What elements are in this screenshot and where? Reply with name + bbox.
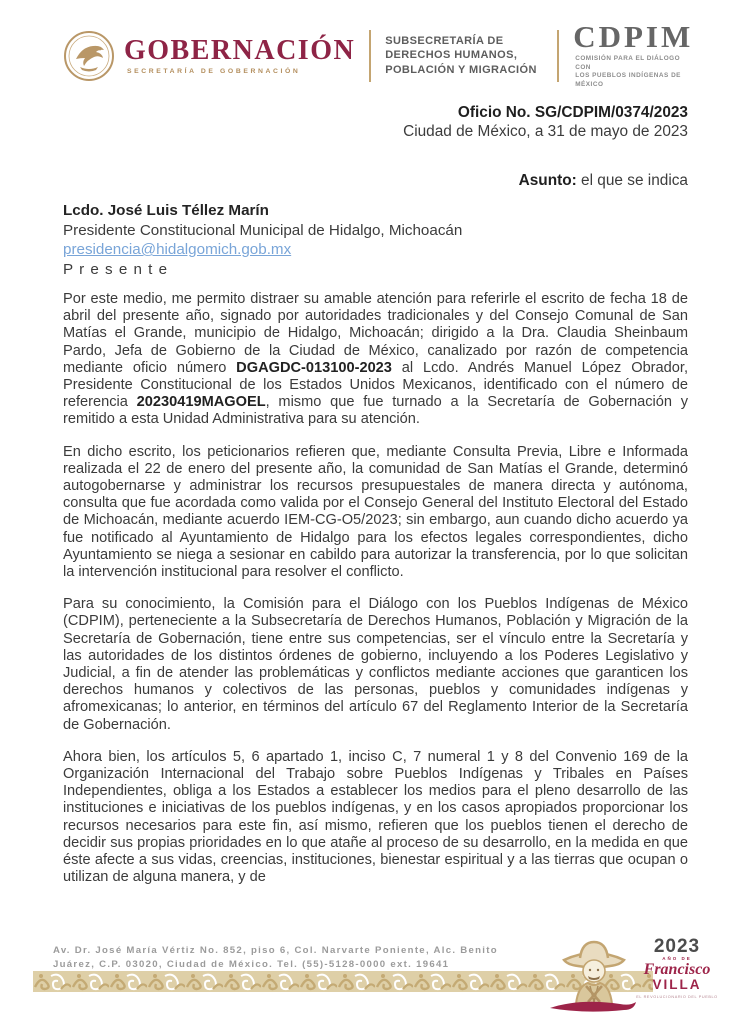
header-divider-2 (557, 30, 559, 82)
francisco-villa-2023-logo (548, 924, 726, 1016)
oficio-number: Oficio No. SG/CDPIM/0374/2023 (457, 104, 688, 121)
gobernacion-wordmark (124, 36, 355, 75)
footer-address-line2: Juárez, C.P. 03020, Ciudad de México. Tel. (55)-5128-0000 ext. 19641 (53, 959, 450, 970)
recipient-email-line (63, 240, 462, 260)
paragraph-1-text-mid: al Lcdo. Andrés Manuel López Obrador, Presidente Constitucional de los Estados Unidos Mexicanos, identificado con el número de referencia (63, 359, 688, 411)
paragraph-1-text: Por este medio, me permito distraer su amable atención para referirle el escrito de fecha 18 de abril del presente año, signado por autoridades tradicionales y del Consejo Comunal de San Matías el Grande, municipio de Hidalgo, Michoacán; dirigido a la Dra. Claudia Sheinbaum Pardo, Jefa de Gobierno de la Ciudad de México, canalizado por razón de competencia mediante oficio número (63, 291, 688, 376)
footer-address (53, 944, 498, 972)
cdpim-logo (573, 19, 694, 89)
villa-last-name: VILLA (652, 977, 702, 992)
paragraph-3: Para su conocimiento, la Comisión para el Diálogo con los Pueblos Indígenas de México (CDPIM), perteneciente a la Subsecretaría de Derechos Humanos, Población y Migración de la Secretaría de Gobernación, tiene entre sus competencias, ser el vínculo entre la Secretaría y las autoridades de los distintos órdenes de gobierno, incluyendo a los Poderes Legislativo y Judicial, a fin de atender las problemáticas y conflictos mediante acciones que garanticen los derechos humanos y colectivos de las personas, pueblos y comunidades indígenas y afromexicanas; lo anterior, en términos del artículo 67 del Reglamento Interior de la Secretaría de Gobernación. (63, 596, 688, 733)
villa-first-name: Francisco (643, 961, 711, 978)
reference-id: 20230419MAGOEL (136, 394, 266, 411)
header-divider (369, 30, 371, 82)
letter-body (63, 291, 688, 902)
villa-ano-de: AÑO DE (662, 956, 692, 961)
cdpim-desc-line1: COMISIÓN PARA EL DIÁLOGO CON (575, 55, 681, 71)
villa-year: 2023 (653, 936, 701, 957)
recipient-title: Presidente Constitucional Municipal de Hidalgo, Michoacán (63, 221, 463, 239)
reference-block (403, 103, 688, 190)
oficio-ref-number: DGAGDC-013100-2023 (236, 359, 392, 376)
letterhead (62, 19, 694, 89)
recipient-email-link[interactable]: presidencia@hidalgomich.gob.mx (63, 241, 292, 258)
villa-caption: EL REVOLUCIONARIO DEL PUEBLO (636, 995, 718, 999)
footer-address-line1: Av. Dr. José María Vértiz No. 852, piso 6, Col. Narvarte Poniente, Alc. Benito (53, 945, 498, 956)
eagle-seal-icon (62, 29, 116, 83)
subsecretaria-line3: POBLACIÓN Y MIGRACIÓN (385, 63, 537, 76)
document-date: Ciudad de México, a 31 de mayo de 2023 (403, 123, 688, 140)
paragraph-2: En dicho escrito, los peticionarios refieren que, mediante Consulta Previa, Libre e Informada realizada el 22 de enero del presente año, la comunidad de San Matías el Grande, determinó autogobernarse y administrar los recursos presupuestales de manera directa y autónoma, consulta que fue acordada como valida por el Consejo General del Instituto Electoral del Estado de Michoacán, mediante acuerdo IEM-CG-O5/2023; sin embargo, aun cuando dicho acuerdo ya fue notificado al Ayuntamiento de Hidalgo para los efectos legales correspondientes, dicho Ayuntamiento se niega a sesionar en cabildo para autorizar la transferencia, por lo que solicitan la intervención institucional para resolver el conflicto. (63, 443, 688, 581)
subsecretaria-line2: DERECHOS HUMANOS, (385, 49, 518, 62)
cdpim-acronym: CDPIM (573, 19, 694, 54)
recipient-block (63, 201, 462, 279)
villa-logo-text (634, 938, 720, 999)
asunto-line (403, 171, 688, 190)
cdpim-desc-line2: LOS PUEBLOS INDÍGENAS DE MÉXICO (575, 72, 681, 88)
recipient-name: Lcdo. José Luis Téllez Marín (63, 202, 269, 219)
subsecretaria-line1: SUBSECRETARÍA DE (385, 34, 504, 47)
paragraph-4: Ahora bien, los artículos 5, 6 apartado 1, inciso C, 7 numeral 1 y 8 del Convenio 169 de la Organización Internacional del Trabajo sobre Pueblos Indígenas y Tribales en Países Independientes, obliga a los Estados a establecer los medios para el pleno desarrollo de las instituciones e iniciativas de los pueblos indígenas, y en los casos apropiados proporcionar los recursos necesarios para este fin, así mismo, refieren que los pueblos tienen el derecho de decidir sus propias prioridades en lo que atañe al proceso de su desarrollo, en la medida en que éste afecte a sus vidas, creencias, instituciones, bienestar espiritual y a las tierras que ocupan o utilizan de alguna manera, y de (63, 748, 688, 886)
paragraph-1-text-end: , mismo que fue turnado a la Secretaría de Gobernación y remitido a esta Unidad Administrativa para su atención. (63, 394, 688, 428)
subsecretaria-block (385, 34, 543, 78)
paragraph-1 (63, 291, 688, 429)
villa-portrait-icon (548, 926, 640, 1018)
asunto-value: el que se indica (576, 172, 688, 189)
gobernacion-subtitle: SECRETARÍA DE GOBERNACIÓN (127, 68, 301, 75)
presente-label: P r e s e n t e (63, 260, 169, 278)
gobernacion-logo (62, 29, 355, 83)
cdpim-description (575, 55, 694, 89)
gobernacion-title: GOBERNACIÓN (124, 35, 356, 66)
asunto-label: Asunto: (518, 172, 577, 189)
